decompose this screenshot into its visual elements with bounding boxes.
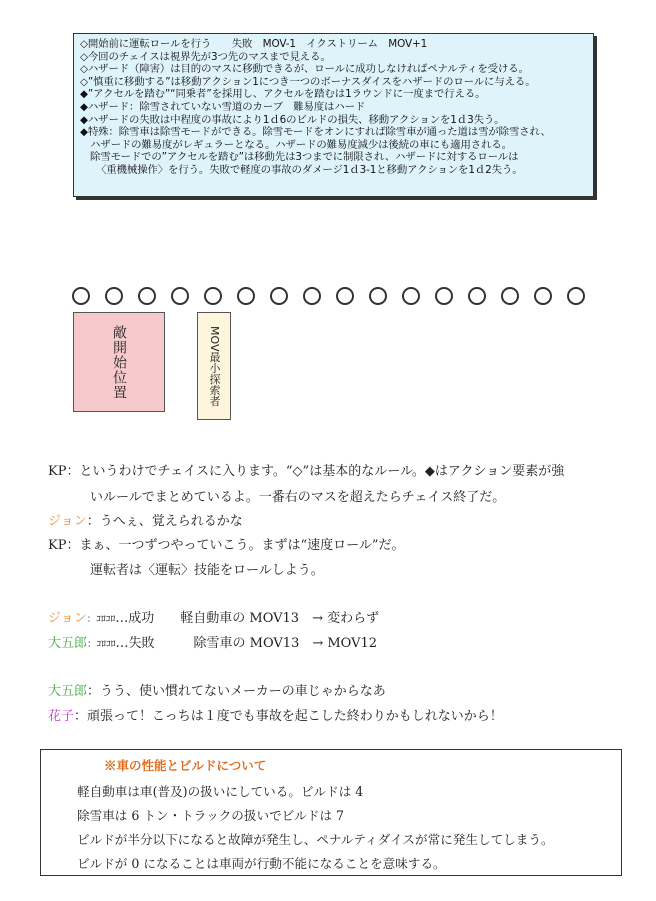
track-space-circle — [303, 287, 321, 305]
dialog-text: 運転者は〈運転〉技能をロールしよう。 — [90, 563, 324, 578]
dialog-line — [48, 510, 243, 529]
rule-line: ◇開始前に運転ロールを行う 失敗 MOV-1 イクストリーム MOV+1 — [80, 38, 428, 50]
track-space-circle — [435, 287, 453, 305]
speaker-name: 大五郎 — [48, 684, 88, 699]
chase-track — [72, 287, 592, 307]
track-space-circle — [138, 287, 156, 305]
info-row: ビルドが 0 になることは車両が行動不能になることを意味する。 — [77, 856, 446, 871]
rule-line: 〈重機械操作〉を行う。失敗で軽度の事故のダメージ1ｄ3-1と移動アクションを1ｄ2失う。 — [96, 163, 523, 176]
dialog-text: ：うう、使い慣れてないメーカーの車じゃからなあ — [87, 684, 386, 699]
speaker-name: 花子 — [48, 709, 75, 724]
speaker-name: KP — [48, 464, 67, 479]
track-space-circle — [468, 287, 486, 305]
dice-roll-text: ：ｺﾛｺﾛ — [86, 614, 116, 625]
track-space-circle — [237, 287, 255, 305]
rule-line: ◇ハザード（障害）は目的のマスに移動できるが、ロールに成功しなければペナルティを受ける。 — [80, 63, 529, 76]
rule-line: ◇”慎重に移動する”は移動アクション1につき一つのボーナスダイスをハザードのロールに与える。 — [80, 75, 536, 88]
track-space-circle — [336, 287, 354, 305]
speaker-name: 大五郎 — [48, 636, 88, 651]
dialog-text: …成功 軽自動車の MOV13 → 変わらず — [115, 611, 380, 626]
track-space-circle — [171, 287, 189, 305]
info-title: ※車の性能とビルドについて — [104, 758, 267, 773]
speaker-name: ジョン — [48, 514, 87, 529]
dialog-line — [48, 460, 564, 479]
info-row: 軽自動車は車(普及)の扱いにしている。ビルドは 4 — [77, 784, 364, 799]
rule-line: ハザードの難易度がレギュラーとなる。ハザードの難易度減少は後続の車にも適用される。 — [90, 138, 512, 151]
track-space-circle — [72, 287, 90, 305]
dialog-line — [90, 559, 324, 578]
rules-box — [73, 33, 594, 197]
track-space-circle — [402, 287, 420, 305]
dialog-line — [48, 534, 405, 553]
mov-min-investigator-marker — [197, 312, 231, 420]
vehicle-build-info-box — [40, 749, 622, 876]
rule-line: ◆ハザードの失敗は中程度の事故により1ｄ6のビルドの損失、移動アクションを1ｄ3失う。 — [80, 113, 505, 126]
track-space-circle — [105, 287, 123, 305]
track-space-circle — [567, 287, 585, 305]
info-row: ビルドが半分以下になると故障が発生し、ペナルティダイスが常に発生してしまう。 — [77, 832, 554, 847]
track-space-circle — [204, 287, 222, 305]
dice-roll-text: ：ｺﾛｺﾛ — [87, 639, 116, 650]
enemy-start-marker — [73, 312, 165, 412]
dialog-text: …失敗 除雪車の MOV13 → MOV12 — [115, 636, 378, 651]
dialog-line — [48, 705, 503, 724]
dialog-line — [90, 486, 505, 505]
rule-line: ◆特殊：除雪車は除雪モードができる。除雪モードをオンにすれば除雪車が通った道は雪が除雪され、 — [80, 126, 551, 139]
speaker-name: ジョン — [48, 611, 87, 626]
rule-line: 除雪モードでの”アクセルを踏む”は移動先は3つまでに制限され、ハザードに対するロールは — [90, 151, 519, 164]
info-row: 除雪車は 6 トン・トラックの扱いでビルドは 7 — [77, 808, 345, 823]
dialog-text: ：頑張って！こっちは１度でも事故を起こした終わりかもしれないから！ — [74, 709, 503, 724]
dialog-line — [48, 632, 377, 651]
speaker-name: KP — [48, 538, 67, 553]
track-space-circle — [369, 287, 387, 305]
rule-line: ◇今回のチェイスは視界先が3つ先のマスまで見える。 — [80, 50, 331, 63]
track-space-circle — [501, 287, 519, 305]
dialog-line — [48, 607, 379, 626]
rule-line: ◆”アクセルを踏む”“同乗者”を採用し、アクセルを踏むは1ラウンドに一度まで行える。 — [80, 88, 486, 101]
rule-line: ◆ハザード：除雪されていない雪道のカーブ 難易度はハード — [80, 100, 366, 113]
dialog-text: ：うへぇ、覚えられるかな — [86, 514, 243, 529]
track-space-circle — [270, 287, 288, 305]
dialog-line — [48, 680, 386, 699]
dialog-text: いルールでまとめているよ。一番右のマスを超えたらチェイス終了だ。 — [90, 490, 506, 505]
mov-min-label: MOV最小探索者 — [208, 325, 221, 407]
dialog-text: ：まぁ、一つずつやっていこう。まずは“速度ロール”だ。 — [66, 538, 405, 553]
dialog-text: ：というわけでチェイスに入ります。“◇”は基本的なルール。◆はアクション要素が強 — [66, 464, 565, 479]
enemy-start-label: 敵開始位置 — [111, 324, 127, 400]
track-space-circle — [534, 287, 552, 305]
